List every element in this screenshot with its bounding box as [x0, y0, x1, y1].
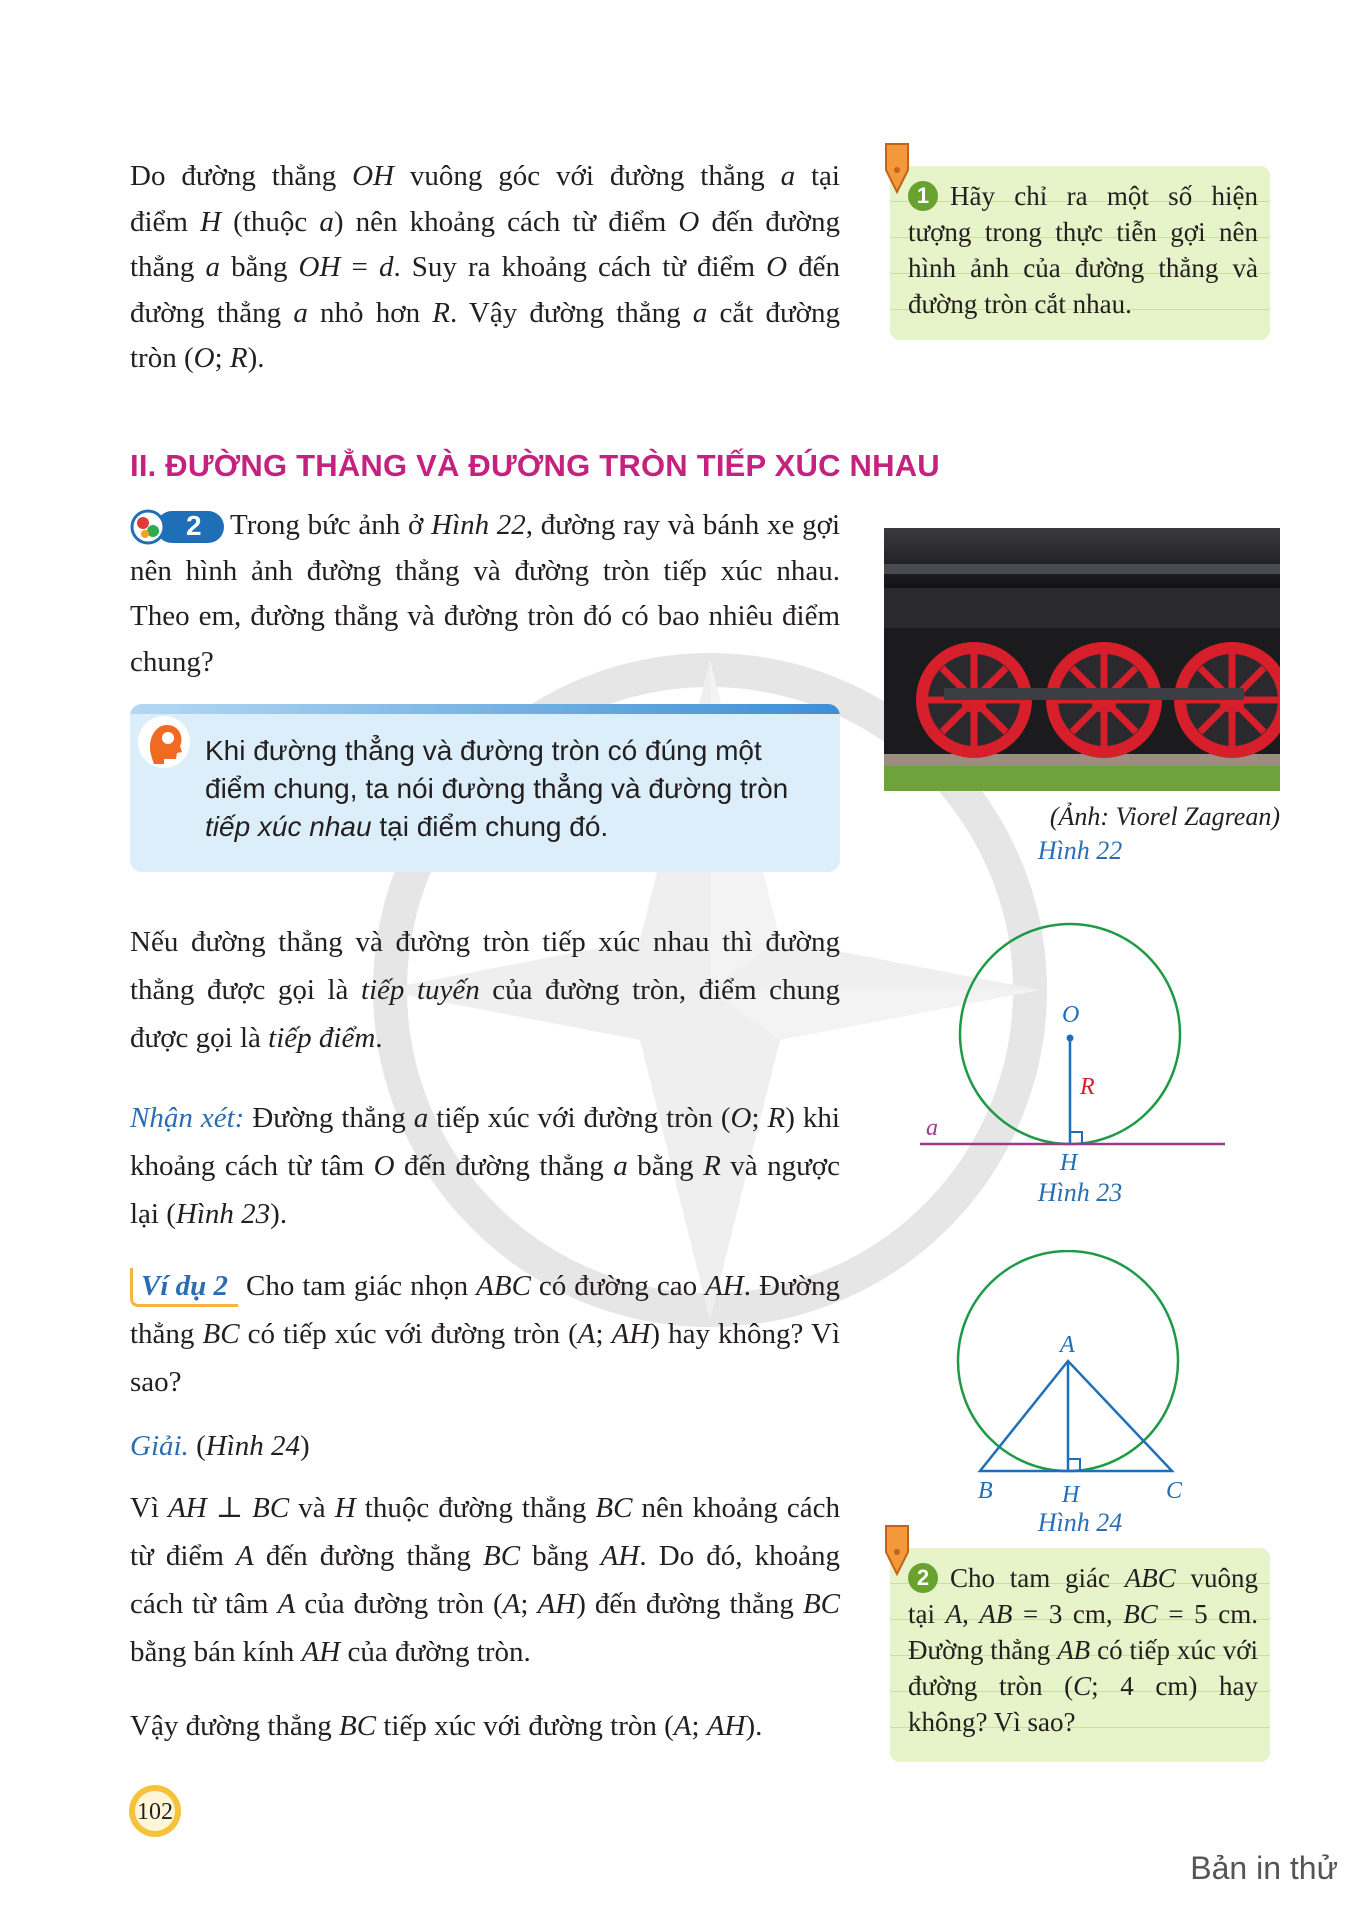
text: AB — [1057, 1635, 1091, 1665]
text: . — [375, 1022, 383, 1054]
text: ; — [751, 1102, 768, 1134]
text: ; — [595, 1318, 612, 1350]
text: đến đường thẳng — [253, 1540, 483, 1572]
text: = — [340, 251, 379, 283]
text: ) khi khoảng cách từ tâm — [130, 1102, 840, 1182]
text: có tiếp xúc với đường tròn ( — [239, 1318, 578, 1350]
label-a: A — [1060, 1332, 1075, 1358]
text: ; — [520, 1588, 538, 1620]
print-proof-label: Bản in thử — [1190, 1850, 1338, 1886]
text: bằng — [220, 251, 299, 283]
text: Đường thẳng — [244, 1102, 414, 1134]
remark-paragraph — [130, 1094, 840, 1238]
text: = 3 cm, — [1012, 1599, 1124, 1629]
text: R — [229, 342, 248, 374]
text: Vậy đường thẳng — [130, 1710, 340, 1742]
text: H — [334, 1492, 356, 1524]
text: OH — [352, 160, 394, 192]
text: (thuộc — [221, 205, 320, 238]
solution-paragraph — [130, 1484, 840, 1676]
text: BC — [595, 1492, 633, 1524]
text: a — [692, 296, 708, 329]
text: R — [432, 296, 450, 329]
figure-24-caption: Hình 24 — [1037, 1508, 1123, 1537]
text: . Do đó, khoảng cách từ tâm — [130, 1540, 840, 1620]
text: ; — [691, 1710, 707, 1742]
text: R — [767, 1102, 786, 1134]
text: A — [945, 1599, 963, 1629]
text: nên khoảng cách từ điểm — [130, 1492, 841, 1572]
activity-badge — [130, 509, 226, 545]
text: A — [277, 1588, 296, 1620]
text: . Vậy đường thẳng — [449, 296, 693, 329]
text: AH — [706, 1710, 746, 1742]
text: ( — [188, 1430, 206, 1462]
label-h: H — [1062, 1482, 1080, 1508]
text: . Đường thẳng — [130, 1270, 840, 1350]
text: đến đường — [699, 205, 840, 238]
text: có tiếp xúc với đường tròn ( — [908, 1635, 1258, 1701]
gears-icon — [130, 509, 226, 545]
figure-23-diagram — [900, 910, 1260, 1170]
text: ) đến đường thẳng — [576, 1588, 803, 1620]
text: A — [502, 1588, 521, 1620]
text: AH — [168, 1492, 207, 1524]
text: A — [577, 1318, 596, 1350]
note-text: Hãy chỉ ra một số hiện tượng trong thực tiễn gợi nên hình ảnh của đường thẳng và đường tròn cắt nhau. — [908, 181, 1258, 319]
text: AH — [600, 1540, 640, 1572]
text: d — [378, 251, 394, 283]
text: BC — [1123, 1599, 1158, 1629]
page-number-badge — [128, 1784, 182, 1838]
text: nhỏ hơn — [307, 296, 433, 329]
text: Trong bức ảnh ở — [230, 509, 432, 541]
text: , — [962, 1599, 980, 1629]
text: BC — [202, 1318, 240, 1350]
text: O — [730, 1102, 752, 1134]
text: đường thẳng — [130, 296, 294, 329]
text: tại điểm chung đó. — [371, 811, 609, 842]
text: Khi đường thẳng và đường tròn có đúng một điểm chung, ta nói đường thẳng và đường tròn — [205, 735, 789, 804]
label-r: R — [1080, 1074, 1095, 1100]
text: tiếp xúc nhau — [205, 811, 372, 842]
text: bằng — [627, 1150, 704, 1182]
text: ). — [270, 1198, 288, 1230]
figure-23-caption: Hình 23 — [1037, 1178, 1123, 1207]
text: bằng bán kính — [130, 1636, 302, 1668]
text: Cho tam giác — [950, 1563, 1125, 1593]
text: và ngược lại ( — [130, 1150, 841, 1230]
text: a — [319, 205, 334, 238]
text: , đường ray và bánh xe gợi nên hình ảnh đường thẳng và đường tròn tiếp xúc nhau. Theo em, đường thẳng và đường tròn đó có bao nhiêu điểm chung? — [130, 509, 840, 678]
text: O — [193, 342, 215, 374]
solution-label: Giải. — [130, 1430, 189, 1462]
train-photo — [884, 528, 1280, 791]
text: bằng — [520, 1540, 601, 1572]
text: AB — [979, 1599, 1013, 1629]
page-number: 102 — [137, 1799, 173, 1825]
text: Hình 23 — [175, 1198, 271, 1230]
text: của đường tròn. — [340, 1636, 531, 1668]
text: thẳng — [130, 251, 206, 283]
right-angle-mark — [1068, 1459, 1080, 1471]
text: ). — [745, 1710, 763, 1742]
head-icon — [134, 712, 194, 772]
solution-label-line — [130, 1424, 840, 1470]
text: cắt đường — [707, 296, 840, 329]
text: ABC — [1124, 1563, 1176, 1593]
text: Cho tam giác nhọn — [238, 1270, 477, 1302]
text: của đường tròn, điểm chung được gọi là — [130, 974, 840, 1054]
text: tiếp tuyến — [360, 974, 480, 1006]
text: AH — [705, 1270, 744, 1302]
definition-box — [130, 704, 840, 872]
remark-label: Nhận xét: — [130, 1102, 245, 1134]
text: ; — [214, 342, 230, 374]
text: của đường tròn ( — [295, 1588, 503, 1620]
solution-conclusion — [130, 1704, 840, 1750]
text: đến — [787, 251, 841, 283]
text: tiếp điểm — [268, 1022, 376, 1054]
text: A — [235, 1540, 254, 1572]
text: tiếp xúc với đường tròn ( — [428, 1102, 731, 1134]
text: ) hay không? Vì sao? — [130, 1318, 840, 1398]
text: ⊥ — [206, 1492, 253, 1524]
label-o: O — [1062, 1002, 1080, 1028]
text: điểm — [130, 205, 201, 238]
text: Hình 22 — [431, 509, 526, 541]
text: C — [1073, 1671, 1092, 1701]
text: ABC — [476, 1270, 531, 1302]
text: ) — [299, 1430, 310, 1462]
label-c: C — [1166, 1478, 1183, 1504]
text: BC — [483, 1540, 521, 1572]
text: O — [373, 1150, 395, 1182]
text: H — [200, 205, 222, 238]
text: ; 4 cm) hay không? Vì sao? — [908, 1671, 1258, 1737]
activity-number: 2 — [186, 510, 202, 541]
text: a — [413, 1102, 429, 1134]
text: tròn ( — [130, 342, 194, 374]
center-o-dot — [1067, 1035, 1074, 1042]
example-2 — [130, 1262, 840, 1406]
text: AH — [537, 1588, 577, 1620]
text: và — [289, 1492, 335, 1524]
text: O — [678, 205, 700, 238]
text: a — [205, 251, 221, 283]
section-heading: II. ĐƯỜNG THẲNG VÀ ĐƯỜNG TRÒN TIẾP XÚC NHAU — [130, 448, 940, 483]
text: a — [293, 296, 308, 329]
text: Vì — [130, 1492, 169, 1524]
text: OH — [298, 251, 341, 283]
text: vuông góc với đường thẳng — [394, 160, 781, 192]
practice-note-1 — [890, 166, 1270, 340]
note-number: 2 — [908, 1563, 938, 1593]
text: A — [673, 1710, 692, 1742]
figure-24-diagram — [940, 1250, 1200, 1510]
practice-note-2 — [890, 1548, 1270, 1762]
text: . Suy ra khoảng cách từ điểm — [393, 251, 767, 283]
text: a — [780, 160, 796, 192]
label-h: H — [1060, 1150, 1078, 1170]
text: = 5 cm. Đường thẳng — [908, 1599, 1258, 1665]
text: Do đường thẳng — [130, 160, 353, 192]
text: AH — [301, 1636, 341, 1668]
text: có đường cao — [530, 1270, 706, 1302]
text: AH — [611, 1318, 651, 1350]
activity-2 — [130, 503, 840, 685]
photo-credit: (Ảnh: Viorel Zagrean) — [1049, 802, 1280, 831]
text: vuông tại — [908, 1563, 1259, 1629]
example-label: Ví dụ 2 — [130, 1268, 238, 1307]
figure-22-caption: Hình 22 — [1037, 836, 1123, 865]
label-a: a — [926, 1115, 938, 1141]
intro-paragraph — [130, 154, 840, 382]
text: tại — [795, 160, 840, 192]
text: thuộc đường thẳng — [355, 1492, 596, 1524]
text: ). — [247, 342, 265, 374]
text: Hình 24 — [205, 1430, 300, 1462]
text: a — [613, 1150, 628, 1182]
tangent-definition-paragraph — [130, 918, 840, 1062]
text: BC — [339, 1710, 377, 1742]
note-number: 1 — [908, 181, 938, 211]
label-b: B — [978, 1478, 993, 1504]
text: R — [703, 1150, 721, 1182]
text: O — [766, 251, 788, 283]
definition-text — [205, 732, 815, 846]
text: ) nên khoảng cách từ điểm — [333, 205, 679, 238]
text: tiếp xúc với đường tròn ( — [376, 1710, 674, 1742]
text: BC — [802, 1588, 841, 1620]
text: BC — [252, 1492, 290, 1524]
right-angle-mark — [1070, 1132, 1082, 1144]
text: đến đường thẳng — [394, 1150, 614, 1182]
definition-bar — [130, 704, 840, 714]
text: Nếu đường thẳng và đường tròn tiếp xúc nhau thì đường thẳng được gọi là — [130, 926, 840, 1006]
